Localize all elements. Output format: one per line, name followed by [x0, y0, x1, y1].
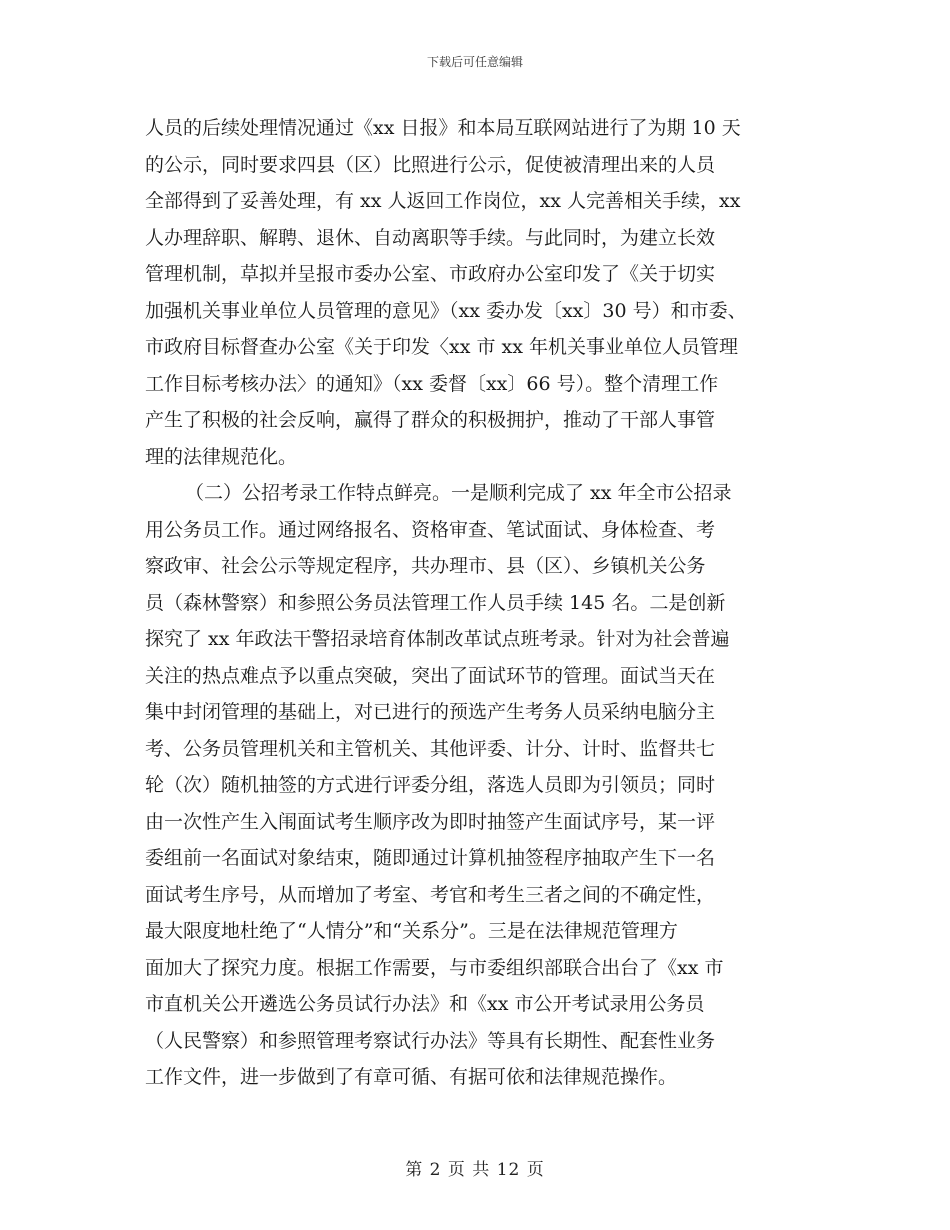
text-line: 理的法律规范化。 [145, 445, 298, 468]
text-line: 产生了积极的社会反响，赢得了群众的积极拥护，推动了干部人事管 [145, 409, 716, 431]
page-header-note: 下载后可任意编辑 [426, 55, 523, 69]
text-line: 面加大了探究力度。根据工作需要，与市委组织部联合出台了《xx 市 [145, 956, 724, 979]
text-line: 管理机制，草拟并呈报市委办公室、市政府办公室印发了《关于切实 [145, 263, 716, 285]
text-line: 面试考生序号，从而增加了考室、考官和考生三者之间的不确定性， [145, 883, 716, 906]
text-line: 工作目标考核办法〉的通知》（xx 委督〔xx〕66 号）。整个清理工作 [145, 372, 719, 395]
text-line: 轮（次）随机抽签的方式进行评委分组，落选人员即为引领员；同时 [145, 774, 716, 796]
text-line: 加强机关事业单位人员管理的意见》（xx 委办发〔xx〕30 号）和市委、 [145, 299, 747, 322]
text-line: 工作文件，进一步做到了有章可循、有据可依和法律规范操作。 [145, 1066, 678, 1088]
text-line: 集中封闭管理的基础上，对已进行的预选产生考务人员采纳电脑分主 [145, 701, 716, 723]
text-line: 用公务员工作。通过网络报名、资格审查、笔试面试、身体检查、考 [145, 518, 716, 541]
text-line: 市直机关公开遴选公务员试行办法》和《xx 市公开考试录用公务员 [145, 993, 705, 1015]
text-line: 由一次性产生入闱面试考生顺序改为即时抽签产生面试序号，某一评 [145, 810, 716, 833]
text-line: 考、公务员管理机关和主管机关、其他评委、计分、计时、监督共七 [145, 737, 716, 760]
text-line: 察政审、社会公示等规定程序，共办理市、县（区）、乡镇机关公务 [145, 555, 706, 577]
text-line: 市政府目标督查办公室《关于印发〈xx 市 xx 年机关事业单位人员管理 [145, 336, 738, 358]
text-line: 探究了 xx 年政法干警招录培育体制改革试点班考录。针对为社会普遍 [145, 628, 730, 650]
text-line: 人员的后续处理情况通过《xx 日报》和本局互联网站进行了为期 10 天 [145, 117, 741, 139]
text-line: 最大限度地杜绝了“人情分”和“关系分”。三是在法律规范管理方 [145, 920, 678, 942]
page-number-footer: 第 2 页 共 12 页 [405, 1160, 545, 1180]
text-line: 人办理辞职、解聘、退休、自动离职等手续。与此同时，为建立长效 [145, 226, 716, 249]
text-line: 员（森林警察）和参照公务员法管理工作人员手续 145 名。二是创新 [145, 591, 726, 614]
text-line: （人民警察）和参照管理考察试行办法》等具有长期性、配套性业务 [145, 1029, 716, 1052]
text-line: 的公示，同时要求四县（区）比照进行公示，促使被清理出来的人员 [145, 153, 716, 176]
text-line: 委组前一名面试对象结束，随即通过计算机抽签程序抽取产生下一名 [145, 847, 716, 869]
document-body [145, 110, 825, 1096]
paragraph-start-line: （二）公招考录工作特点鲜亮。一是顺利完成了 xx 年全市公招录 [185, 482, 732, 504]
text-line: 关注的热点难点予以重点突破，突出了面试环节的管理。面试当天在 [145, 664, 716, 687]
text-line: 全部得到了妥善处理，有 xx 人返回工作岗位，xx 人完善相关手续，xx [145, 190, 741, 212]
